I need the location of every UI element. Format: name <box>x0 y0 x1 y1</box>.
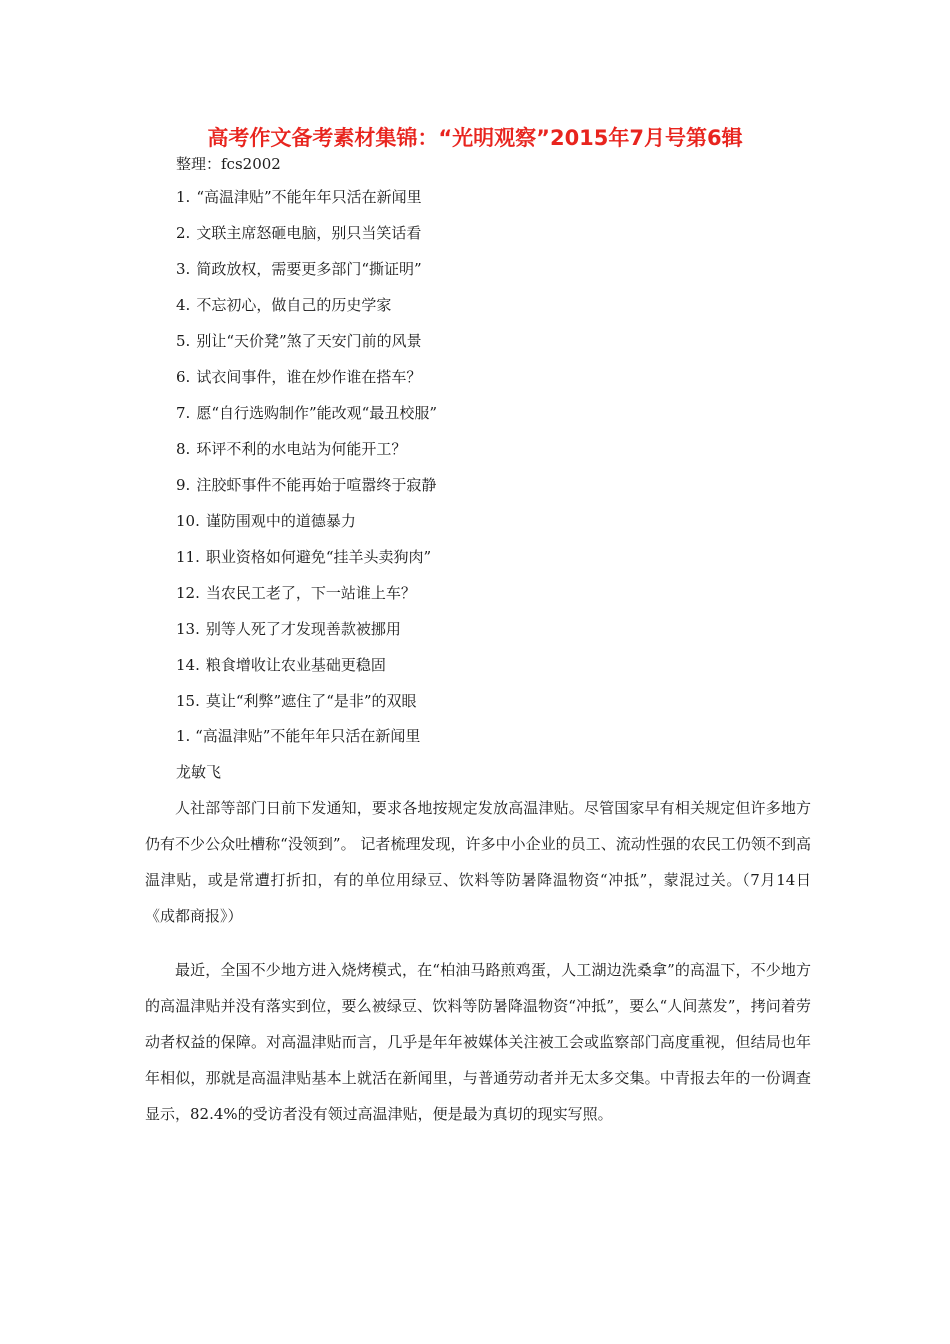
toc-item-number: 1. <box>176 188 191 206</box>
toc-item-number: 10. <box>176 512 200 530</box>
article-paragraph: 最近，全国不少地方进入烧烤模式，在“柏油马路煎鸡蛋，人工湖边洗桑拿”的高温下，不少地方的高温津贴并没有落实到位，要么被绿豆、饮料等防暑降温物资“冲抵”，要么“人间蒸发”，拷问着劳动者权益的保障。对高温津贴而言，几乎是年年被媒体关注被工会或监察部门高度重视，但结局也年年相似，那就是高温津贴基本上就活在新闻里，与普通劳动者并无太多交集。中青报去年的一份调查显示，82.4%的受访者没有领过高温津贴，便是最为真切的现实写照。 <box>145 961 811 1123</box>
compiler-credit: 整理：fcs2002 <box>176 155 281 173</box>
toc-item-number: 7. <box>176 404 191 422</box>
toc-item-text: 谨防围观中的道德暴力 <box>205 512 356 530</box>
toc-item-number: 3. <box>176 260 191 278</box>
toc-item-text: “高温津贴”不能年年只活在新闻里 <box>196 188 422 206</box>
toc-item-text: 别让“天价凳”煞了天安门前的风景 <box>196 332 422 350</box>
toc-item <box>176 474 437 510</box>
toc-item-number: 12. <box>176 584 200 602</box>
toc-item <box>176 366 437 402</box>
toc-item <box>176 222 437 258</box>
toc-item-text: 注胶虾事件不能再始于喧嚣终于寂静 <box>196 476 437 494</box>
toc-item-text: 简政放权，需要更多部门“撕证明” <box>196 260 422 278</box>
toc-item <box>176 510 437 546</box>
toc-item-text: 愿“自行选购制作”能改观“最丑校服” <box>196 404 437 422</box>
toc-item <box>176 402 437 438</box>
toc-item-text: 粮食增收让农业基础更稳固 <box>205 656 386 674</box>
toc-item-text: 当农民工老了，下一站谁上车？ <box>205 584 416 602</box>
toc-item-number: 2. <box>176 224 191 242</box>
toc-item-text: 职业资格如何避免“挂羊头卖狗肉” <box>205 548 432 566</box>
article-author: 龙敏飞 <box>176 763 222 781</box>
toc-item-number: 8. <box>176 440 191 458</box>
document-title: 高考作文备考素材集锦：“光明观察”2015年7月号第6辑 <box>207 126 743 150</box>
toc-item-number: 13. <box>176 620 200 638</box>
toc-item-text: 不忘初心，做自己的历史学家 <box>196 296 392 314</box>
toc-item <box>176 330 437 366</box>
toc-item-text: 莫让“利弊”遮住了“是非”的双眼 <box>205 692 417 710</box>
toc-item-number: 9. <box>176 476 191 494</box>
toc-item <box>176 294 437 330</box>
article-heading: 1. “高温津贴”不能年年只活在新闻里 <box>176 727 421 745</box>
table-of-contents <box>176 186 437 726</box>
toc-item-number: 4. <box>176 296 191 314</box>
toc-item <box>176 546 437 582</box>
toc-item-number: 15. <box>176 692 200 710</box>
toc-item-text: 别等人死了才发现善款被挪用 <box>205 620 401 638</box>
toc-item-number: 6. <box>176 368 191 386</box>
toc-item <box>176 582 437 618</box>
toc-item-number: 11. <box>176 548 200 566</box>
toc-item <box>176 690 437 726</box>
toc-item <box>176 258 437 294</box>
article-paragraph: 人社部等部门日前下发通知，要求各地按规定发放高温津贴。尽管国家早有相关规定但许多地方仍有不少公众吐槽称“没领到”。 记者梳理发现，许多中小企业的员工、流动性强的农民工仍领不到高温津贴，或是常遭打折扣，有的单位用绿豆、饮料等防暑降温物资“冲抵”，蒙混过关。（7月14日《成都商报》） <box>145 799 811 925</box>
toc-item-text: 文联主席怒砸电脑，别只当笑话看 <box>196 224 422 242</box>
toc-item-number: 14. <box>176 656 200 674</box>
toc-item-text: 试衣间事件，谁在炒作谁在搭车？ <box>196 368 422 386</box>
toc-item <box>176 438 437 474</box>
toc-item-number: 5. <box>176 332 191 350</box>
toc-item <box>176 186 437 222</box>
toc-item <box>176 618 437 654</box>
toc-item <box>176 654 437 690</box>
toc-item-text: 环评不利的水电站为何能开工？ <box>196 440 407 458</box>
